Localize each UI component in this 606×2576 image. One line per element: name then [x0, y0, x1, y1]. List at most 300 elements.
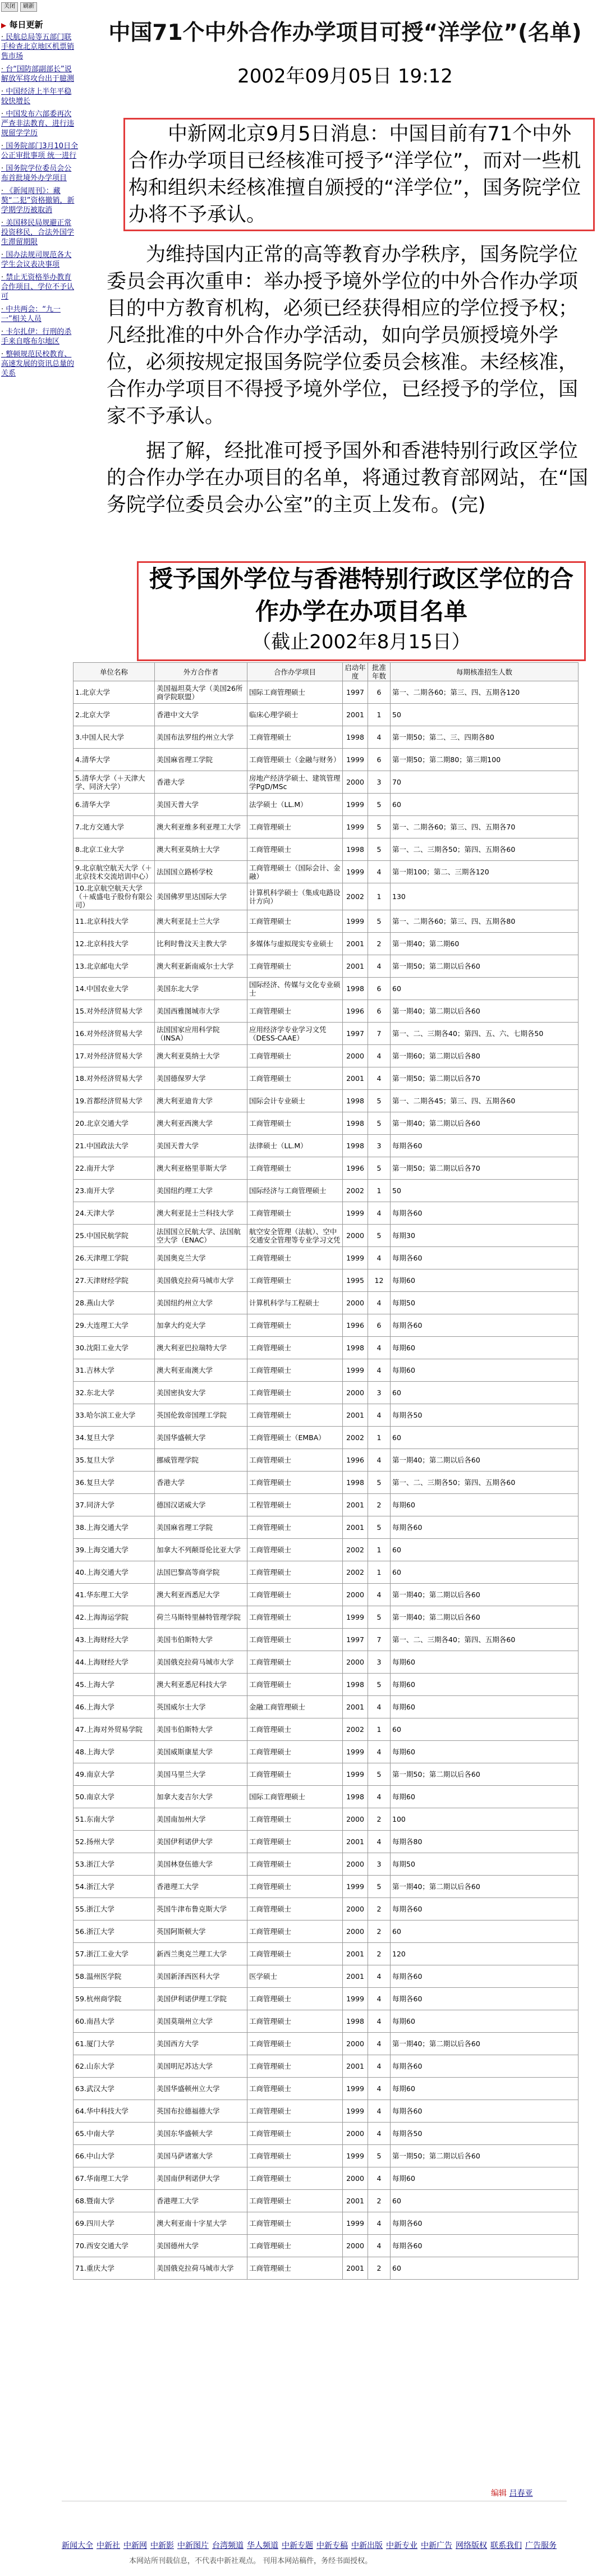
cell-program: 法律硕士（LL.M）: [247, 1135, 343, 1157]
cell-approved-years: 4: [368, 1067, 391, 1090]
cell-approved-years: 4: [368, 2033, 391, 2055]
table-row: [74, 955, 579, 978]
row-number: 31: [75, 1366, 84, 1374]
row-number: 65: [75, 2129, 84, 2138]
sidebar-news-item[interactable]: [1, 186, 79, 215]
cell-start-year: 1999: [343, 1763, 368, 1786]
table-row: [74, 1876, 579, 1898]
row-number-dot: .: [79, 845, 82, 854]
footer-link[interactable]: 中新专稿: [316, 2541, 348, 2550]
sidebar-news-link[interactable]: 国务院学位委员会公布首批境外办学项目: [1, 164, 72, 182]
cell-partner: 美国威斯康星大学: [155, 1741, 247, 1763]
cell-enrollment: 第一期40；第二期以后各60: [391, 1000, 579, 1023]
row-number-dot: .: [84, 1186, 86, 1195]
cell-enrollment: 60: [391, 1920, 579, 1943]
footer-link[interactable]: 中新网: [123, 2541, 147, 2550]
institution-name: 对外经济贸易大学: [86, 1007, 143, 1015]
footer-link[interactable]: 华人频道: [247, 2541, 278, 2550]
cell-approved-years: 5: [368, 1157, 391, 1180]
cell-program: 工商管理硕士: [247, 1000, 343, 1023]
row-number-dot: .: [84, 984, 86, 993]
row-number-dot: .: [79, 755, 82, 764]
cell-partner: 美国韦伯斯特大学: [155, 1718, 247, 1741]
cell-start-year: 2000: [343, 1225, 368, 1247]
institution-name: 中南大学: [86, 2129, 114, 2138]
cell-institution: [74, 1180, 155, 1202]
cell-institution: [74, 681, 155, 704]
cell-institution: [74, 2257, 155, 2280]
cell-start-year: 2000: [343, 1920, 368, 1943]
institution-name: 首都经济贸易大学: [86, 1097, 143, 1105]
row-number: 59: [75, 1995, 84, 2003]
row-number: 21: [75, 1142, 84, 1150]
cell-partner: 美国南伊利诺伊大学: [155, 2167, 247, 2190]
cell-partner: 美国西雅图城市大学: [155, 1000, 247, 1023]
cell-approved-years: 4: [368, 1292, 391, 1314]
cell-institution: [74, 1606, 155, 1629]
cell-approved-years: 5: [368, 1876, 391, 1898]
institution-name: 上海大学: [86, 1680, 114, 1689]
cell-enrollment: 第一期40；第二期以后各60: [391, 1112, 579, 1135]
cell-enrollment: 每期60: [391, 2010, 579, 2033]
cell-institution: [74, 2078, 155, 2100]
row-number-dot: .: [84, 1725, 86, 1734]
table-row: [74, 1718, 579, 1741]
institution-name: 对外经济贸易大学: [86, 1074, 143, 1083]
table-row: [74, 1561, 579, 1584]
institution-name: 上海交通大学: [86, 1568, 128, 1576]
row-number: 70: [75, 2242, 84, 2250]
cell-partner: 英国伦敦帝国理工学院: [155, 1404, 247, 1427]
cell-program: 房地产经济学硕士、建筑管理学PgD/MSc: [247, 771, 343, 794]
institution-name: 清华大学: [81, 800, 110, 809]
footer-link[interactable]: 中新专题: [282, 2541, 313, 2550]
cell-start-year: 2001: [343, 2055, 368, 2078]
row-number-dot: .: [84, 1142, 86, 1150]
row-number: 52: [75, 1837, 84, 1846]
cell-start-year: 2000: [343, 2033, 368, 2055]
footer-link[interactable]: 中新出版: [351, 2541, 383, 2550]
cell-enrollment: 第一期50；第二期80；第三期100: [391, 749, 579, 771]
cell-approved-years: 1: [368, 704, 391, 726]
cell-institution: [74, 1404, 155, 1427]
institution-name: 厦门大学: [86, 2039, 114, 2048]
row-number-dot: .: [84, 1209, 86, 1217]
sidebar-news-item[interactable]: [1, 273, 79, 301]
institution-name: 南京大学: [86, 1793, 114, 1801]
cell-enrollment: 每期60: [391, 1651, 579, 1674]
row-number: 20: [75, 1119, 84, 1127]
cell-partner: 美国天普大学: [155, 1135, 247, 1157]
close-button[interactable]: 关闭: [1, 2, 18, 12]
cell-program: 工商管理硕士: [247, 1741, 343, 1763]
table-row: [74, 1000, 579, 1023]
cell-start-year: 2002: [343, 1539, 368, 1561]
institution-name: 上海交通大学: [86, 1523, 128, 1532]
row-number-dot: .: [84, 1344, 86, 1352]
row-number-dot: .: [84, 962, 86, 970]
sidebar-news-link[interactable]: 中共两会：“九一一”相关人员: [1, 305, 61, 323]
cell-approved-years: 5: [368, 910, 391, 933]
footer-link[interactable]: 广告服务: [525, 2541, 557, 2550]
cell-enrollment: 60: [391, 1382, 579, 1404]
cell-approved-years: 1: [368, 1718, 391, 1741]
institution-name: 南开大学: [86, 1186, 114, 1195]
row-number: 50: [75, 1793, 84, 1801]
cell-approved-years: 5: [368, 2145, 391, 2167]
row-number-dot: .: [79, 800, 82, 809]
row-number: 32: [75, 1388, 84, 1397]
sidebar-news-item[interactable]: [1, 164, 79, 183]
cell-program: 国际经济、传媒与文化专业硕士: [247, 978, 343, 1000]
institution-name: 暨南大学: [86, 2197, 114, 2205]
row-number-dot: .: [84, 2017, 86, 2025]
institution-name: 南昌大学: [86, 2017, 114, 2025]
table-row: [74, 933, 579, 955]
row-number-dot: .: [79, 823, 82, 831]
footer-link[interactable]: 中新图片: [177, 2541, 209, 2550]
sidebar-news-link[interactable]: 民航总局等五部门联手检查北京地区机票销售市场: [1, 33, 75, 61]
table-row: [74, 2235, 579, 2257]
table-row: [74, 1786, 579, 1808]
cell-enrollment: 每期各60: [391, 2100, 579, 2123]
row-number-dot: .: [84, 884, 86, 892]
cell-institution: [74, 1988, 155, 2010]
cell-enrollment: 每期30: [391, 1225, 579, 1247]
cell-start-year: 2000: [343, 1651, 368, 1674]
cell-partner: 美国天普大学: [155, 794, 247, 816]
row-number: 18: [75, 1074, 84, 1083]
cell-start-year: 2000: [343, 2123, 368, 2145]
cell-start-year: 1998: [343, 1337, 368, 1359]
cell-start-year: 1999: [343, 1876, 368, 1898]
cell-institution: [74, 1831, 155, 1853]
row-number-dot: .: [84, 917, 86, 925]
cell-program: 工商管理硕士: [247, 1920, 343, 1943]
row-number-dot: .: [84, 1882, 86, 1891]
cell-institution: [74, 1808, 155, 1831]
cell-approved-years: 5: [368, 794, 391, 816]
table-row: [74, 883, 579, 910]
sidebar-news-link[interactable]: 中国经济上半年平稳较快增长: [1, 88, 72, 106]
cell-institution: [74, 1539, 155, 1561]
cell-enrollment: 第一期50；第二期以后各60: [391, 2145, 579, 2167]
institution-name: 北京工业大学: [81, 845, 124, 854]
row-number: 30: [75, 1344, 84, 1352]
row-number-dot: .: [84, 1119, 86, 1127]
cell-partner: 荷兰马斯特里赫特管理学院: [155, 1606, 247, 1629]
sidebar-news-link[interactable]: 美国移民局规避正常投资移民，合法外国学生滞留期限: [1, 219, 75, 246]
cell-program: 工商管理硕士: [247, 1382, 343, 1404]
table-row: [74, 1247, 579, 1269]
institution-name: 中国人民大学: [81, 733, 124, 741]
table-row: [74, 2033, 579, 2055]
footer-link[interactable]: 新闻大全: [62, 2541, 93, 2550]
bullet-icon: ·: [1, 251, 6, 259]
cell-start-year: 1998: [343, 1472, 368, 1494]
cell-approved-years: 2: [368, 933, 391, 955]
cell-partner: 美国俄克拉荷马城市大学: [155, 1651, 247, 1674]
sidebar-news-link[interactable]: 整顿规范民校教育、高速发展的资讯总量的关系: [1, 350, 75, 378]
table-row: [74, 910, 579, 933]
cell-enrollment: 每期各60: [391, 1988, 579, 2010]
cell-program: 工商管理硕士: [247, 2055, 343, 2078]
cell-enrollment: 每期60: [391, 1786, 579, 1808]
row-number: 24: [75, 1209, 84, 1217]
table-row: [74, 1741, 579, 1763]
cell-approved-years: 5: [368, 1516, 391, 1539]
table-row: [74, 1808, 579, 1831]
row-number: 40: [75, 1568, 84, 1576]
cell-partner: 挪威管理学院: [155, 1449, 247, 1472]
cell-approved-years: 5: [368, 1606, 391, 1629]
sidebar-news-link[interactable]: 禁止无资格举办教育合作项目、学位不予认可: [1, 273, 75, 301]
cell-institution: [74, 1292, 155, 1314]
row-number-dot: .: [84, 1097, 86, 1105]
cell-institution: [74, 1449, 155, 1472]
footer-link[interactable]: 中新影: [150, 2541, 174, 2550]
sidebar-news-item[interactable]: [1, 65, 79, 84]
cell-start-year: 1999: [343, 2212, 368, 2235]
sidebar-news-link[interactable]: 中国发布六部委再次严查非法教育、进行违规留学学历: [1, 110, 75, 137]
bullet-icon: ·: [1, 273, 6, 282]
cell-partner: 美国马里兰大学: [155, 1763, 247, 1786]
paragraph-3: 据了解，经批准可授予国外和香港特别行政区学位的合作办学在办项目的名单，将通过教育部网站，在“国务院学位委员会办公室”的主页上发布。(完): [107, 440, 589, 516]
cell-approved-years: 4: [368, 2010, 391, 2033]
cell-start-year: 1999: [343, 1202, 368, 1225]
row-number: 64: [75, 2107, 84, 2115]
footer-link[interactable]: 中新社: [97, 2541, 120, 2550]
cell-enrollment: 每期各60: [391, 1135, 579, 1157]
institution-name: 对外经济贸易大学: [86, 1052, 143, 1060]
cell-program: 工商管理硕士: [247, 1314, 343, 1337]
table-row: [74, 1539, 579, 1561]
row-number-dot: .: [84, 1052, 86, 1060]
table-row: [74, 1314, 579, 1337]
row-number-dot: .: [84, 1950, 86, 1958]
cell-institution: [74, 955, 155, 978]
cell-institution: [74, 1584, 155, 1606]
cell-institution: [74, 794, 155, 816]
institution-name: 天津大学: [86, 1209, 114, 1217]
sidebar-news-item[interactable]: [1, 33, 79, 61]
cell-institution: [74, 1853, 155, 1876]
table-row: [74, 1898, 579, 1920]
cell-institution: [74, 1876, 155, 1898]
institution-name: 北京大学: [81, 688, 110, 696]
sidebar-news-item[interactable]: [1, 87, 79, 106]
cell-program: 工商管理硕士（EMBA）: [247, 1427, 343, 1449]
cell-partner: 美国西方大学: [155, 2033, 247, 2055]
institution-name: 中国农业大学: [86, 984, 128, 993]
sidebar-news-link[interactable]: 国办法规司规范各大学生会议表决事项: [1, 251, 72, 269]
cell-program: 临床心理学硕士: [247, 704, 343, 726]
cell-partner: 加拿大约克大学: [155, 1314, 247, 1337]
footer-link[interactable]: 中新专业: [386, 2541, 417, 2550]
header-program: 合作办学项目: [247, 663, 343, 681]
row-number: 66: [75, 2152, 84, 2160]
institution-name: 武汉大学: [86, 2084, 114, 2093]
table-row: [74, 2055, 579, 2078]
cell-start-year: 1996: [343, 1000, 368, 1023]
cell-start-year: 1999: [343, 1606, 368, 1629]
cell-approved-years: 4: [368, 2123, 391, 2145]
institution-name: 华南理工大学: [86, 2174, 128, 2183]
cell-start-year: 2000: [343, 1292, 368, 1314]
cell-enrollment: 每期60: [391, 1337, 579, 1359]
cell-enrollment: 50: [391, 704, 579, 726]
header-start-year: 启动年度: [343, 663, 368, 681]
cell-approved-years: 4: [368, 2167, 391, 2190]
cell-approved-years: 4: [368, 955, 391, 978]
cell-partner: 英国牛津布鲁克斯大学: [155, 1898, 247, 1920]
cell-program: 工商管理硕士: [247, 1067, 343, 1090]
cell-enrollment: 60: [391, 2257, 579, 2280]
sidebar-news-item[interactable]: [1, 327, 79, 346]
table-row: [74, 1292, 579, 1314]
cell-start-year: 1996: [343, 1314, 368, 1337]
footer-link[interactable]: 台湾频道: [212, 2541, 244, 2550]
sidebar-news-item[interactable]: [1, 218, 79, 247]
cell-program: 工商管理硕士: [247, 1045, 343, 1067]
cell-partner: 美国新泽西医科大学: [155, 1965, 247, 1988]
row-number-dot: .: [84, 1905, 86, 1913]
cell-program: 工商管理硕士: [247, 838, 343, 861]
cell-start-year: 1997: [343, 681, 368, 704]
footer-link[interactable]: 网络版权: [456, 2541, 487, 2550]
cell-partner: 美国伊利诺伊大学: [155, 1831, 247, 1853]
table-row: [74, 1135, 579, 1157]
cell-program: 工商管理硕士（金融与财务）: [247, 749, 343, 771]
cell-approved-years: 4: [368, 1696, 391, 1718]
cell-institution: [74, 2123, 155, 2145]
row-number: 58: [75, 1972, 84, 1981]
sidebar-news-link[interactable]: 台“国防部副部长”说解放军将攻台出于臆测: [1, 65, 75, 83]
cell-start-year: 2002: [343, 1427, 368, 1449]
cell-partner: 美国佛罗里达国际大学: [155, 883, 247, 910]
row-number: 26: [75, 1254, 84, 1262]
table-row: [74, 1584, 579, 1606]
cell-program: 工商管理硕士: [247, 1516, 343, 1539]
sidebar-news-item[interactable]: [1, 141, 79, 161]
cell-partner: 美国德保罗大学: [155, 1067, 247, 1090]
cell-enrollment: 每期60: [391, 1494, 579, 1516]
cell-start-year: 2000: [343, 2235, 368, 2257]
cell-partner: 美国布法罗纽约州立大学: [155, 726, 247, 749]
cell-program: 工商管理硕士: [247, 1202, 343, 1225]
sidebar-news-link[interactable]: 卡尔扎伊：行刑的杀手来自喀布尔地区: [1, 328, 72, 346]
sidebar-news-item[interactable]: [1, 350, 79, 378]
table-row: [74, 1382, 579, 1404]
cell-start-year: 2001: [343, 933, 368, 955]
sidebar-news-item[interactable]: [1, 250, 79, 269]
table-row: [74, 1606, 579, 1629]
bullet-icon: ·: [1, 187, 6, 195]
cell-partner: 美国纽约理工大学: [155, 1180, 247, 1202]
cell-enrollment: 130: [391, 883, 579, 910]
row-number-dot: .: [84, 1860, 86, 1868]
cell-partner: 澳大利亚西澳大学: [155, 1112, 247, 1135]
row-number: 28: [75, 1299, 84, 1307]
cell-partner: 加拿大不列颠哥伦比亚大学: [155, 1539, 247, 1561]
sidebar-news-item[interactable]: [1, 109, 79, 138]
cell-start-year: 2001: [343, 1494, 368, 1516]
cell-institution: [74, 1629, 155, 1651]
table-row: [74, 1225, 579, 1247]
row-number-dot: .: [84, 1007, 86, 1015]
cell-program: 工商管理硕士: [247, 2123, 343, 2145]
cell-approved-years: 1: [368, 1561, 391, 1584]
editor-credit: [491, 2487, 532, 2499]
cell-enrollment: 每期60: [391, 2078, 579, 2100]
cell-start-year: 2001: [343, 1516, 368, 1539]
table-row: [74, 2212, 579, 2235]
cell-program: 工商管理硕士: [247, 1472, 343, 1494]
cell-enrollment: 每期60: [391, 2167, 579, 2190]
cell-approved-years: 4: [368, 2212, 391, 2235]
cell-program: 工商管理硕士: [247, 1718, 343, 1741]
cell-approved-years: 5: [368, 816, 391, 838]
footer-link[interactable]: 联系我们: [490, 2541, 522, 2550]
cell-approved-years: 3: [368, 771, 391, 794]
footer-note: 本网站所刊载信息，不代表中新社观点。 刊用本网站稿件，务经书面授权。: [129, 2557, 373, 2565]
cell-enrollment: 第一期40；第二期60: [391, 933, 579, 955]
editor-name[interactable]: 吕春亚: [509, 2489, 533, 2498]
cell-institution: [74, 1651, 155, 1674]
row-number-dot: .: [84, 1433, 86, 1442]
cell-enrollment: 50: [391, 1180, 579, 1202]
sidebar-news-link[interactable]: 国务院部门3月10日全公正审批事项 统一进行: [1, 142, 79, 160]
cell-institution: [74, 1067, 155, 1090]
row-number: 39: [75, 1546, 84, 1554]
refresh-button[interactable]: 刷新: [20, 2, 37, 12]
cell-program: 工商管理硕士: [247, 1112, 343, 1135]
row-number: 46: [75, 1703, 84, 1711]
sidebar-news-link[interactable]: 《新闻周刊》：藏獒“二犯”资格撤销，新学期学历被取消: [1, 187, 75, 214]
cell-institution: [74, 861, 155, 883]
row-number-dot: .: [84, 939, 86, 948]
row-number: 42: [75, 1613, 84, 1621]
cell-partner: 澳大利亚迪肯大学: [155, 1090, 247, 1112]
cell-institution: [74, 1269, 155, 1292]
cell-institution: [74, 933, 155, 955]
cell-start-year: 2001: [343, 1965, 368, 1988]
row-number-dot: .: [84, 2152, 86, 2160]
cell-enrollment: 每期60: [391, 1741, 579, 1763]
cell-institution: [74, 2167, 155, 2190]
table-row: [74, 749, 579, 771]
cell-partner: 澳大利亚南十字星大学: [155, 2212, 247, 2235]
cell-institution: [74, 2033, 155, 2055]
row-number-dot: .: [84, 1254, 86, 1262]
cell-institution: [74, 1516, 155, 1539]
cell-partner: 美国福坦莫大学（美国26所商学院联盟）: [155, 681, 247, 704]
row-number: 19: [75, 1097, 84, 1105]
cell-start-year: 1998: [343, 1786, 368, 1808]
cell-enrollment: 60: [391, 1427, 579, 1449]
cell-approved-years: 4: [368, 1584, 391, 1606]
cell-program: 工商管理硕士: [247, 2190, 343, 2212]
cell-partner: 香港大学: [155, 771, 247, 794]
row-number: 36: [75, 1478, 84, 1487]
cell-partner: 美国麻省理工学院: [155, 749, 247, 771]
cell-program: 国际会计专业硕士: [247, 1090, 343, 1112]
cell-enrollment: 60: [391, 978, 579, 1000]
sidebar-news-item[interactable]: [1, 305, 79, 324]
cell-institution: [74, 1000, 155, 1023]
footer-link[interactable]: 中新广告: [421, 2541, 452, 2550]
sidebar-news-list: [0, 33, 80, 378]
